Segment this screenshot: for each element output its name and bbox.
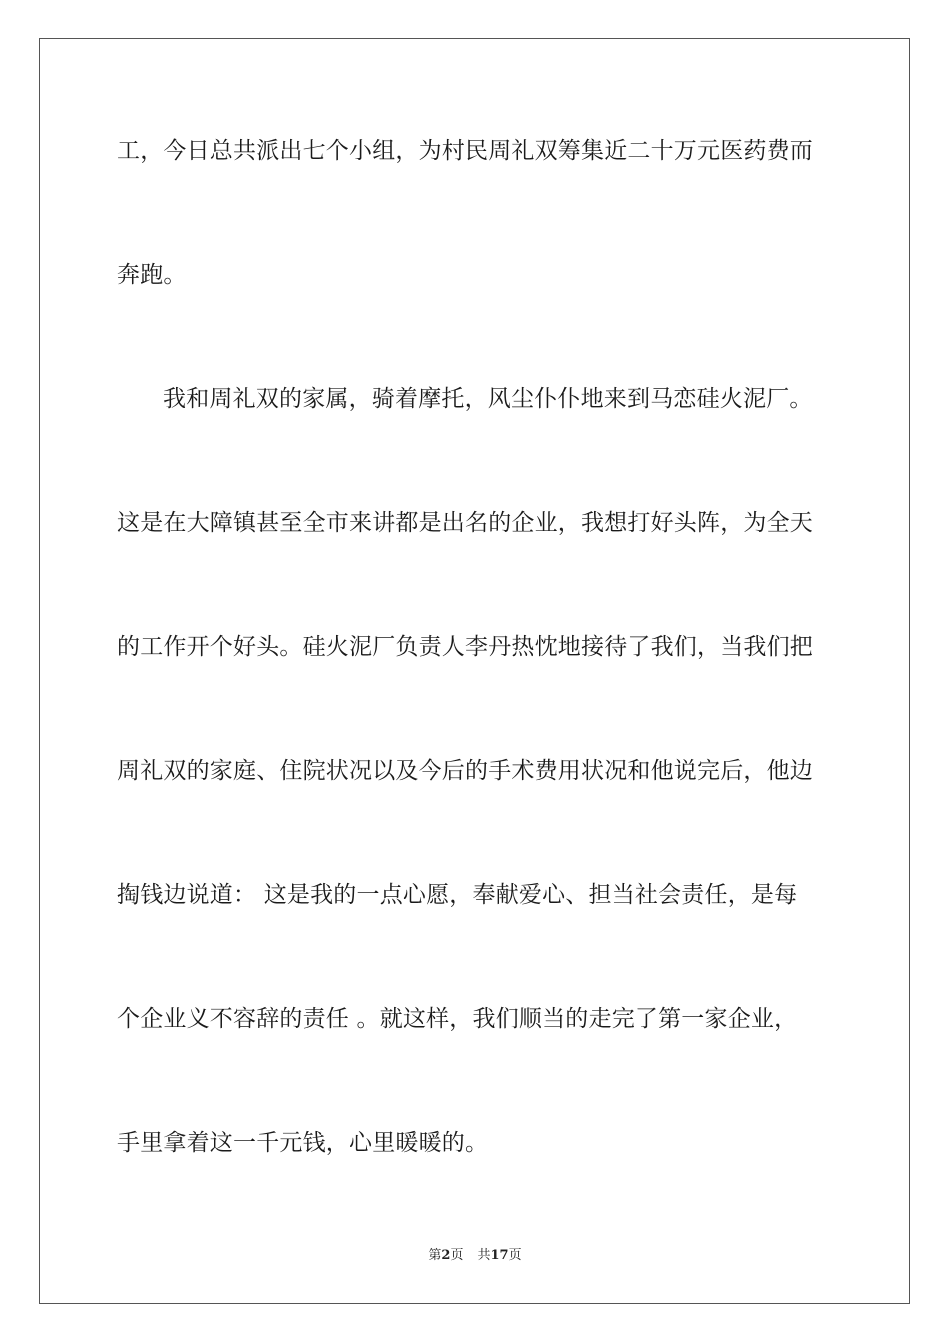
page-frame: [39, 38, 910, 1304]
body-text-line-3: 我和周礼双的家属，骑着摩托，风尘仆仆地来到马恋硅火泥厂。: [163, 386, 813, 412]
body-text-line-1: 工，今日总共派出七个小组，为村民周礼双筹集近二十万元医药费而: [117, 138, 813, 164]
footer-page-current: 2: [441, 1248, 451, 1263]
page-footer: [0, 1247, 950, 1265]
body-text-line-9: 手里拿着这一千元钱，心里暖暖的。: [117, 1130, 489, 1156]
body-text-line-4: 这是在大障镇甚至全市来讲都是出名的企业，我想打好头阵，为全天: [117, 510, 813, 536]
body-text-line-7: 掏钱边说道： 这是我的一点心愿，奉献爱心、担当社会责任，是每: [117, 882, 798, 908]
body-text-line-6: 周礼双的家庭、住院状况以及今后的手术费用状况和他说完后，他边: [117, 758, 813, 784]
footer-page-prefix: 第: [428, 1248, 442, 1263]
body-text-line-2: 奔跑。: [117, 262, 187, 288]
footer-page-total: 17: [490, 1248, 509, 1263]
footer-total-prefix: 共: [477, 1248, 491, 1263]
footer-page-suffix: 页: [450, 1248, 464, 1263]
body-text-line-8: 个企业义不容辞的责任 。就这样，我们顺当的走完了第一家企业，: [117, 1006, 798, 1032]
footer-total-suffix: 页: [508, 1248, 522, 1263]
body-text-line-5: 的工作开个好头。硅火泥厂负责人李丹热忱地接待了我们，当我们把: [117, 634, 813, 660]
